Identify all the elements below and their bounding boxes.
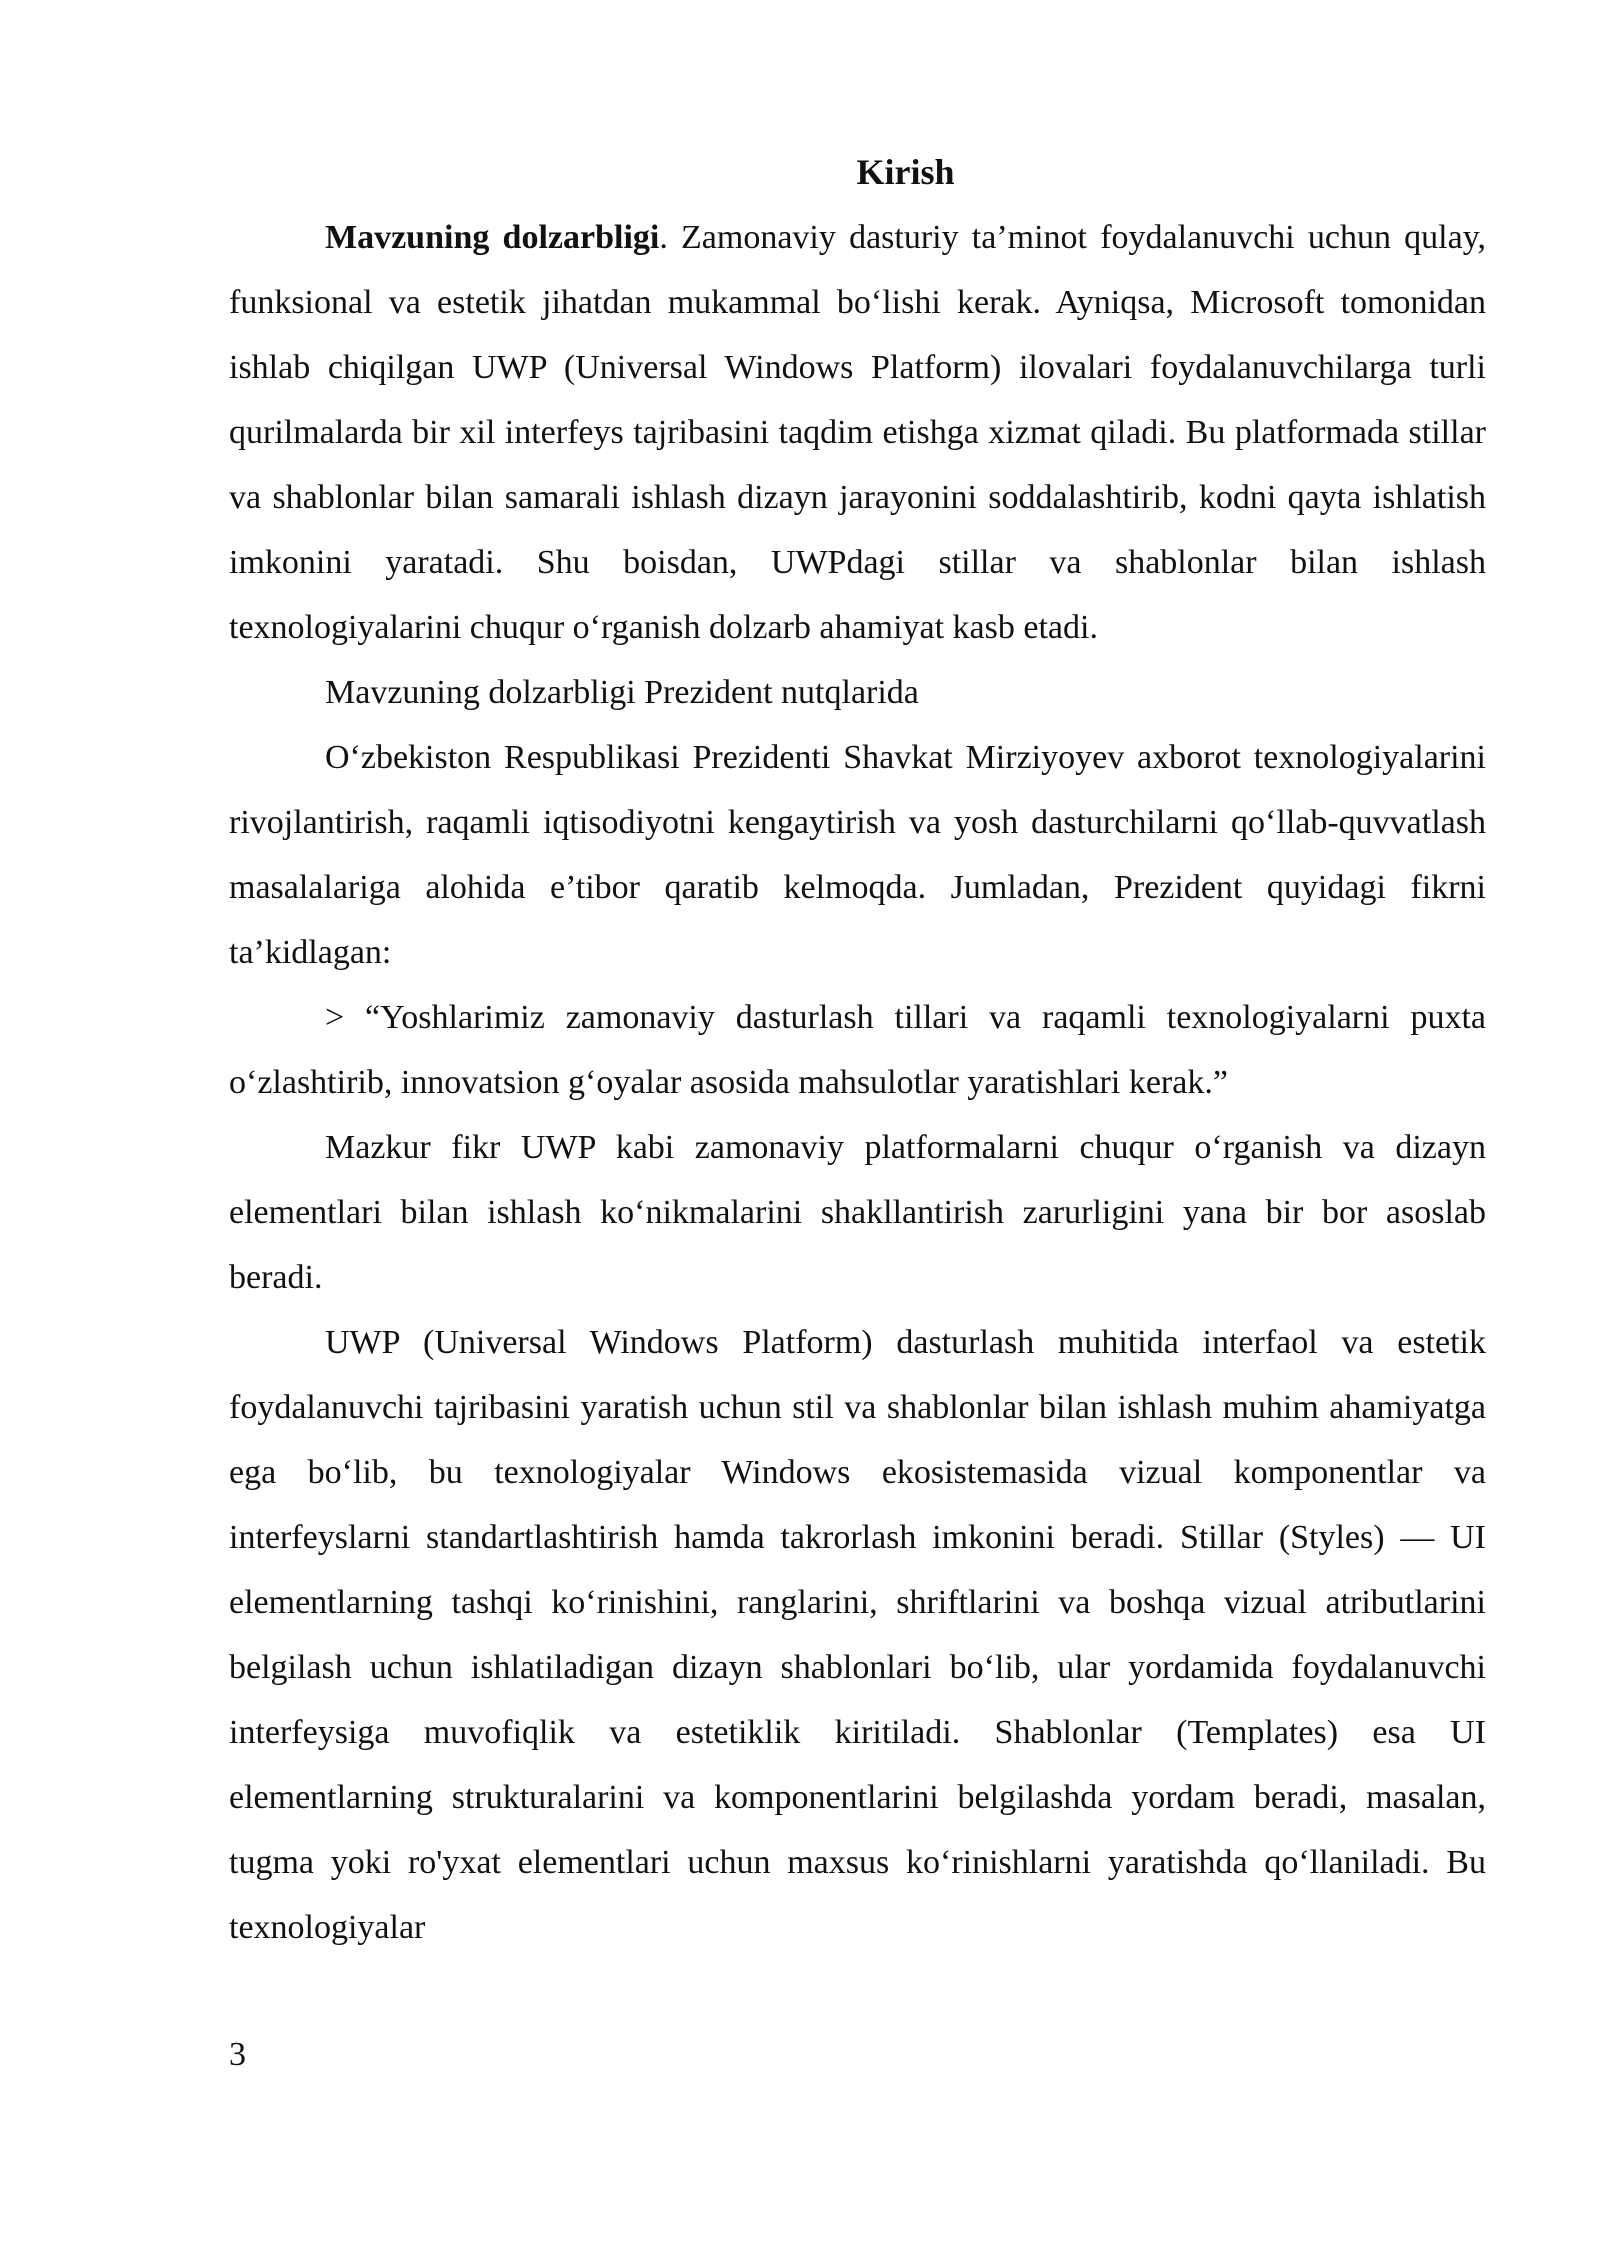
paragraph-quote: > “Yoshlarimiz zamonaviy dasturlash tillari va raqamli texnologiyalarni puxta o‘zlashtirib, innovatsion g‘oyalar asosida mahsulotlar yaratishlari kerak.” [229,999,1486,1101]
paragraph-conclusion: Mazkur fikr UWP kabi zamonaviy platformalarni chuqur o‘rganish va dizayn elementlari bilan ishlash ko‘nikmalarini shakllantirish zarurligini yana bir bor asoslab beradi. [229,1129,1486,1296]
document-page [229,140,1486,1960]
paragraph-relevance [229,205,1486,660]
paragraph-subheading: Mavzuning dolzarbligi Prezident nutqlarida [325,674,919,711]
paragraph-lead: Mavzuning dolzarbligi [325,219,660,256]
section-heading: Kirish [856,152,955,192]
paragraph-president: O‘zbekiston Respublikasi Prezidenti Shavkat Mirziyoyev axborot texnologiyalarini rivojlantirish, raqamli iqtisodiyotni kengaytirish va yosh dasturchilarni qo‘llab-quvvatlash masalalariga alohida e’tibor qaratib kelmoqda. Jumladan, Prezident quyidagi fikrni ta’kidlagan: [229,739,1486,971]
page-number: 3 [229,2036,246,2073]
paragraph-uwp: UWP (Universal Windows Platform) dasturlash muhitida interfaol va estetik foydalanuvchi tajribasini yaratish uchun stil va shablonlar bilan ishlash muhim ahamiyatga ega bo‘lib, bu texnologiyalar Windows ekosistemasida vizual komponentlar va interfeyslarni standartlashtirish hamda takrorlash imkonini beradi. Stillar (Styles) — UI elementlarning tashqi ko‘rinishini, ranglarini, shriftlarini va boshqa vizual atributlarini belgilash uchun ishlatiladigan dizayn shablonlari bo‘lib, ular yordamida foydalanuvchi interfeysiga muvofiqlik va estetiklik kiritiladi. Shablonlar (Templates) esa UI elementlarning strukturalarini va komponentlarini belgilashda yordam beradi, masalan, tugma yoki ro'yxat elementlari uchun maxsus ko‘rinishlarni yaratishda qo‘llaniladi. Bu texnologiyalar [229,1324,1486,1946]
paragraph-text: . Zamonaviy dasturiy ta’minot foydalanuvchi uchun qulay, funksional va estetik jihatdan mukammal bo‘lishi kerak. Ayniqsa, Microsoft tomonidan ishlab chiqilgan UWP (Universal Windows Platform) ilovalari foydalanuvchilarga turli qurilmalarda bir xil interfeys tajribasini taqdim etishga xizmat qiladi. Bu platformada stillar va shablonlar bilan samarali ishlash dizayn jarayonini soddalashtirib, kodni qayta ishlatish imkonini yaratadi. Shu boisdan, UWPdagi stillar va shablonlar bilan ishlash texnologiyalarini chuqur o‘rganish dolzarb ahamiyat kasb etadi. [229,219,1486,646]
